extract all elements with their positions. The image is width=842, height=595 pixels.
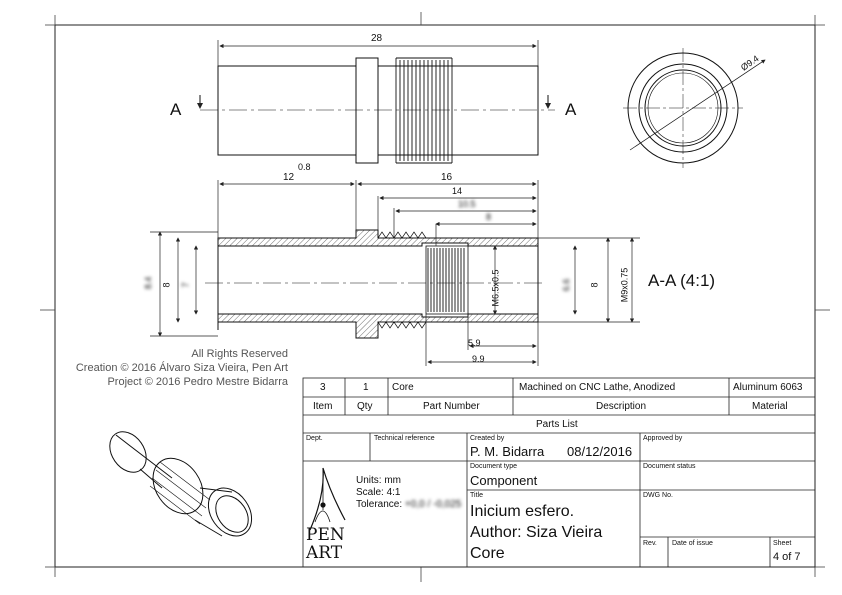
created-by-label: Created by xyxy=(470,435,505,442)
header-description: Description xyxy=(596,401,647,412)
created-by: P. M. Bidarra xyxy=(470,444,545,459)
logo-line-1: PEN xyxy=(306,525,345,545)
parts-list-title: Parts List xyxy=(536,419,578,430)
title-line-3: Core xyxy=(470,545,505,562)
dim-8-blurred: 8 xyxy=(486,212,492,222)
dim-14: 14 xyxy=(452,186,463,196)
doc-type-label: Document type xyxy=(470,463,518,470)
units-block xyxy=(356,475,461,511)
section-dims xyxy=(150,180,640,366)
tech-ref-label: Technical reference xyxy=(374,435,435,442)
doc-status-label: Document status xyxy=(643,463,696,470)
date-issue-label: Date of issue xyxy=(672,540,713,547)
title-label: Title xyxy=(470,492,483,499)
section-mark-left: A xyxy=(170,100,182,119)
header-qty: Qty xyxy=(357,401,373,412)
dim-inner-right: 6.6 xyxy=(561,278,572,292)
top-view xyxy=(200,58,555,163)
tolerance-label: Tolerance: xyxy=(356,499,403,510)
sheet-label: Sheet xyxy=(773,540,792,547)
logo-text xyxy=(306,526,345,562)
title-line-2: Author: Siza Vieira xyxy=(470,524,603,541)
sheet-number: 4 of 7 xyxy=(773,551,801,563)
part-description: Machined on CNC Lathe, Anodized xyxy=(519,382,676,393)
credits xyxy=(58,347,288,389)
logo-line-2: ART xyxy=(306,543,343,563)
dim-left-segment: 12 xyxy=(283,172,295,183)
created-date: 08/12/2016 xyxy=(567,444,633,459)
dept-label: Dept. xyxy=(306,435,323,442)
dim-thread-len: 5.9 xyxy=(468,338,481,348)
dwg-no-label: DWG No. xyxy=(643,492,673,499)
dim-inner-left: 7 xyxy=(180,282,191,288)
part-number: Core xyxy=(392,382,414,393)
dim-overall-length: 28 xyxy=(371,33,383,44)
part-qty: 1 xyxy=(363,382,369,393)
approved-by-label: Approved by xyxy=(643,435,683,442)
part-material: Aluminum 6063 xyxy=(733,382,803,393)
drawing-title xyxy=(470,501,602,564)
pen-art-logo xyxy=(310,468,345,530)
dim-outer-left: 8.4 xyxy=(143,276,154,290)
header-item: Item xyxy=(313,401,333,412)
scale-text: Scale: 4:1 xyxy=(356,487,401,498)
dim-thread-major: M9x0.75 xyxy=(619,267,630,303)
creation-text: Creation © 2016 Álvaro Siza Vieira, Pen Art xyxy=(75,362,288,374)
tolerance-value: +0,0 / -0,025 xyxy=(404,499,462,510)
rev-label: Rev. xyxy=(643,540,657,547)
units-text: Units: mm xyxy=(356,475,401,486)
project-text: Project © 2016 Pedro Mestre Bidarra xyxy=(107,376,288,388)
iso-view xyxy=(102,425,260,544)
dim-right-length: 16 xyxy=(441,172,453,183)
header-part-number: Part Number xyxy=(423,401,480,412)
dim-left-height: 8 xyxy=(161,282,172,288)
doc-type: Component xyxy=(470,473,538,488)
section-mark-right: A xyxy=(565,100,577,119)
title-line-1: Inicium esfero. xyxy=(470,503,575,520)
part-item: 3 xyxy=(320,382,326,393)
dim-circle-diameter: Ø9.4 xyxy=(738,53,761,73)
rights-text: All Rights Reserved xyxy=(191,348,288,360)
dim-thread-pos: 9.9 xyxy=(472,354,485,364)
dim-thread-minor: M6.5x0.5 xyxy=(490,269,501,307)
header-material: Material xyxy=(752,401,788,412)
dim-right-height: 8 xyxy=(589,282,600,288)
dim-10-5: 10.5 xyxy=(458,199,476,209)
section-label: A-A (4:1) xyxy=(648,271,716,290)
dim-chamfer: 0.8 xyxy=(298,162,311,172)
